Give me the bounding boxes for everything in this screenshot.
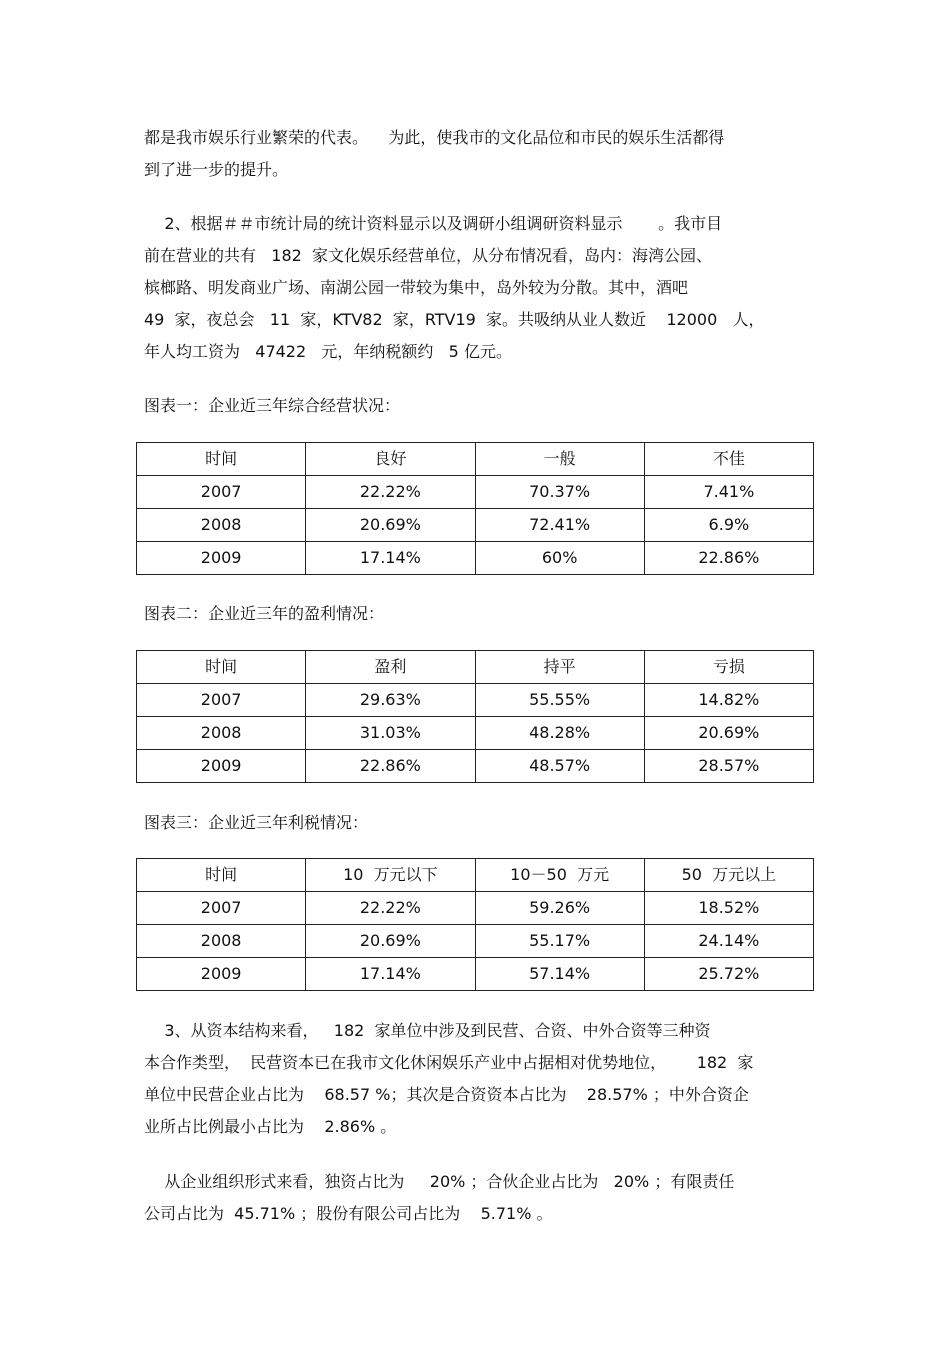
table-header-row <box>137 859 814 892</box>
paragraph-line: 前在营业的共有 182 家文化娱乐经营单位，从分布情况看，岛内：海湾公园、 <box>144 246 712 265</box>
table-row <box>137 684 814 717</box>
table-cell: 2007 <box>137 476 306 509</box>
paragraph-line: 单位中民营企业占比为 68.57 %；其次是合资资本占比为 28.57% ；中外合资企 <box>144 1085 749 1104</box>
paragraph-line: 本合作类型， 民营资本已在我市文化休闲娱乐产业中占据相对优势地位， 182 家 <box>144 1053 754 1072</box>
table-cell: 17.14% <box>306 542 475 575</box>
paragraph-line: 49 家，夜总会 11 家，KTV82 家，RTV19 家。共吸纳从业人数近 12000 人， <box>144 310 765 329</box>
table-cell: 55.17% <box>475 925 644 958</box>
table-cell: 17.14% <box>306 958 475 991</box>
table-cell: 29.63% <box>306 684 475 717</box>
table-row <box>137 542 814 575</box>
header-cell: 不佳 <box>644 443 813 476</box>
paragraph-line: 3、从资本结构来看， 182 家单位中涉及到民营、合资、中外合资等三种资 <box>144 1021 711 1040</box>
table-cell: 2007 <box>137 892 306 925</box>
table-cell: 2008 <box>137 509 306 542</box>
table-cell: 2009 <box>137 750 306 783</box>
table-cell: 2008 <box>137 925 306 958</box>
table-cell: 7.41% <box>644 476 813 509</box>
table-cell: 22.86% <box>306 750 475 783</box>
table-cell: 70.37% <box>475 476 644 509</box>
table-cell: 2007 <box>137 684 306 717</box>
table-row <box>137 958 814 991</box>
table-cell: 48.57% <box>475 750 644 783</box>
table-cell: 31.03% <box>306 717 475 750</box>
header-cell: 盈利 <box>306 651 475 684</box>
table-row <box>137 750 814 783</box>
table-cell: 14.82% <box>644 684 813 717</box>
table1 <box>136 442 814 575</box>
table-cell: 28.57% <box>644 750 813 783</box>
table-cell: 2008 <box>137 717 306 750</box>
header-cell: 时间 <box>137 443 306 476</box>
table-cell: 48.28% <box>475 717 644 750</box>
table-header-row <box>137 443 814 476</box>
header-cell: 良好 <box>306 443 475 476</box>
table-cell: 20.69% <box>644 717 813 750</box>
table-row <box>137 476 814 509</box>
table-cell: 22.22% <box>306 476 475 509</box>
table-cell: 72.41% <box>475 509 644 542</box>
table-cell: 22.86% <box>644 542 813 575</box>
table-row <box>137 717 814 750</box>
paragraph-line: 2、根据＃＃市统计局的统计资料显示以及调研小组调研资料显示 。我市目 <box>144 214 723 233</box>
header-cell: 持平 <box>475 651 644 684</box>
paragraph-3 <box>144 1015 816 1143</box>
table-row <box>137 925 814 958</box>
header-cell: 时间 <box>137 859 306 892</box>
paragraph-4 <box>144 1166 816 1230</box>
paragraph-line: 到了进一步的提升。 <box>144 160 289 179</box>
table-cell: 20.69% <box>306 925 475 958</box>
table-cell: 57.14% <box>475 958 644 991</box>
header-cell: 亏损 <box>644 651 813 684</box>
paragraph-line: 业所占比例最小占比为 2.86% 。 <box>144 1117 397 1136</box>
paragraph-2 <box>144 208 816 368</box>
table-cell: 6.9% <box>644 509 813 542</box>
paragraph-line: 公司占比为 45.71% ；股份有限公司占比为 5.71% 。 <box>144 1204 553 1223</box>
table3-caption: 图表三：企业近三年利税情况： <box>144 813 369 832</box>
table-cell: 18.52% <box>644 892 813 925</box>
paragraph-line: 从企业组织形式来看，独资占比为 20% ；合伙企业占比为 20% ；有限责任 <box>144 1172 735 1191</box>
table-header-row <box>137 651 814 684</box>
header-cell: 10 万元以下 <box>306 859 475 892</box>
header-cell: 10－50 万元 <box>475 859 644 892</box>
table-cell: 55.55% <box>475 684 644 717</box>
table-cell: 59.26% <box>475 892 644 925</box>
table-cell: 24.14% <box>644 925 813 958</box>
table-cell: 22.22% <box>306 892 475 925</box>
intro-paragraph <box>144 122 816 186</box>
table-cell: 2009 <box>137 958 306 991</box>
table-cell: 25.72% <box>644 958 813 991</box>
header-cell: 一般 <box>475 443 644 476</box>
table1-caption: 图表一：企业近三年综合经营状况： <box>144 396 401 415</box>
table-row <box>137 509 814 542</box>
header-cell: 时间 <box>137 651 306 684</box>
header-cell: 50 万元以上 <box>644 859 813 892</box>
table-cell: 2009 <box>137 542 306 575</box>
paragraph-line: 槟榔路、明发商业广场、南湖公园一带较为集中，岛外较为分散。其中，酒吧 <box>144 278 689 297</box>
table-cell: 60% <box>475 542 644 575</box>
table-cell: 20.69% <box>306 509 475 542</box>
table2-caption: 图表二：企业近三年的盈利情况： <box>144 604 385 623</box>
table-row <box>137 892 814 925</box>
paragraph-line: 都是我市娱乐行业繁荣的代表。 为此，使我市的文化品位和市民的娱乐生活都得 <box>144 128 725 147</box>
table3 <box>136 858 814 991</box>
table2 <box>136 650 814 783</box>
paragraph-line: 年人均工资为 47422 元，年纳税额约 5 亿元。 <box>144 342 512 361</box>
